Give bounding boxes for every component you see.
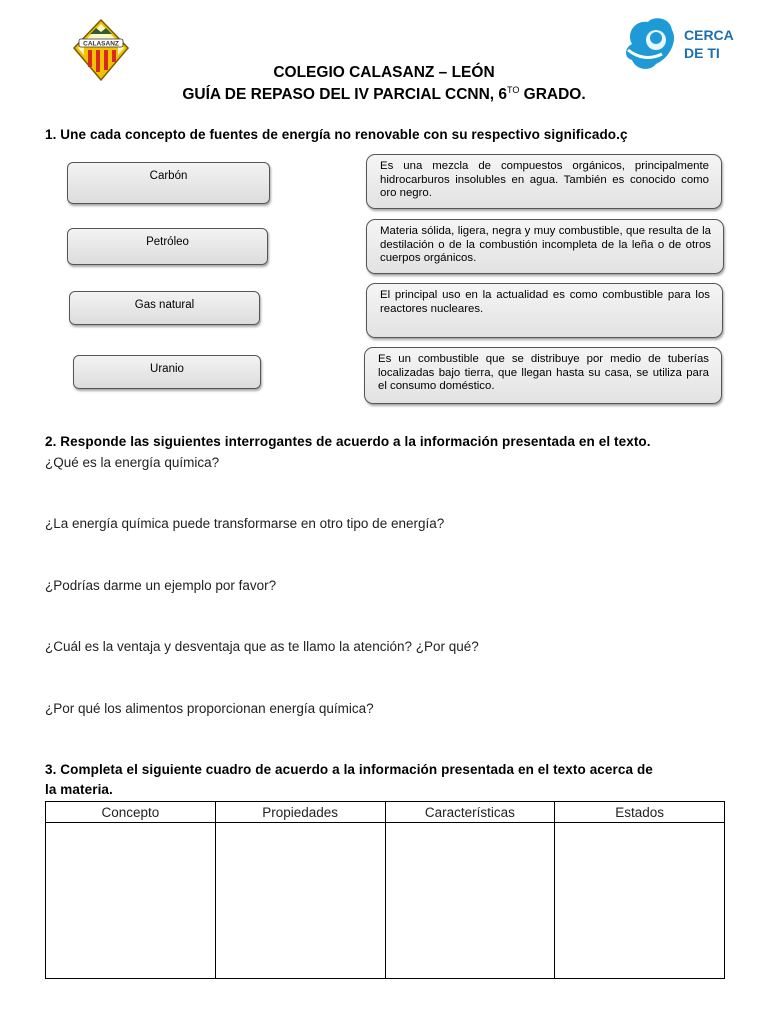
question-2: ¿La energía química puede transformarse en otro tipo de energía? <box>45 516 445 531</box>
question-3: ¿Podrías darme un ejemplo por favor? <box>45 578 277 593</box>
section2-heading: 2. Responde las siguientes interrogantes de acuerdo a la información presentada en el texto. <box>45 434 651 449</box>
meaning-box-1: Es una mezcla de compuestos orgánicos, principalmente hidrocarburos insolubles en agua. También es conocido como oro negro. <box>366 154 722 209</box>
question-5: ¿Por qué los alimentos proporcionan energía química? <box>45 701 374 716</box>
cell-propiedades[interactable] <box>215 823 385 979</box>
table-header-row <box>46 802 725 823</box>
column-header-caracteristicas: Características <box>385 802 555 823</box>
column-header-propiedades: Propiedades <box>215 802 385 823</box>
question-1: ¿Qué es la energía química? <box>45 455 220 470</box>
meaning-box-2: Materia sólida, ligera, negra y muy combustible, que resulta de la destilación o de la combustión incompleta de la leña o de otros cuerpos orgánicos. <box>366 219 724 274</box>
subtitle-suffix: GRADO. <box>519 86 586 104</box>
column-header-concepto: Concepto <box>46 802 216 823</box>
section3-heading-line2: la materia. <box>45 782 113 797</box>
concept-box-uranio: Uranio <box>73 355 261 389</box>
subtitle-superscript: TO <box>507 85 520 95</box>
section1-heading: 1. Une cada concepto de fuentes de energía no renovable con su respectivo significado.ç <box>45 127 628 142</box>
concept-box-petroleo: Petróleo <box>67 228 268 265</box>
school-logo-text: CALASANZ <box>83 40 119 48</box>
meaning-box-3: El principal uso en la actualidad es como combustible para los reactores nucleares. <box>366 283 723 338</box>
brand-logo-line1: CERCA <box>684 27 734 43</box>
page-subtitle <box>0 85 768 104</box>
meaning-box-4: Es un combustible que se distribuye por medio de tuberías localizadas bajo tierra, que llegan hasta su casa, se utiliza para el consumo doméstico. <box>364 347 722 404</box>
section3-heading-line1: 3. Completa el siguiente cuadro de acuerdo a la información presentada en el texto acerca de <box>45 762 653 777</box>
cell-concepto[interactable] <box>46 823 216 979</box>
cell-caracteristicas[interactable] <box>385 823 555 979</box>
page-title: COLEGIO CALASANZ – LEÓN <box>273 64 495 81</box>
concept-box-gas-natural: Gas natural <box>69 291 260 325</box>
brand-logo-line2: DE TI <box>684 45 720 61</box>
concept-box-carbon: Carbón <box>67 162 270 204</box>
subtitle-prefix: GUÍA DE REPASO DEL IV PARCIAL CCNN, 6 <box>182 86 508 104</box>
table-row <box>46 823 725 979</box>
column-header-estados: Estados <box>555 802 725 823</box>
matter-table <box>45 801 725 979</box>
question-4: ¿Cuál es la ventaja y desventaja que as te llamo la atención? ¿Por qué? <box>45 639 479 654</box>
cell-estados[interactable] <box>555 823 725 979</box>
